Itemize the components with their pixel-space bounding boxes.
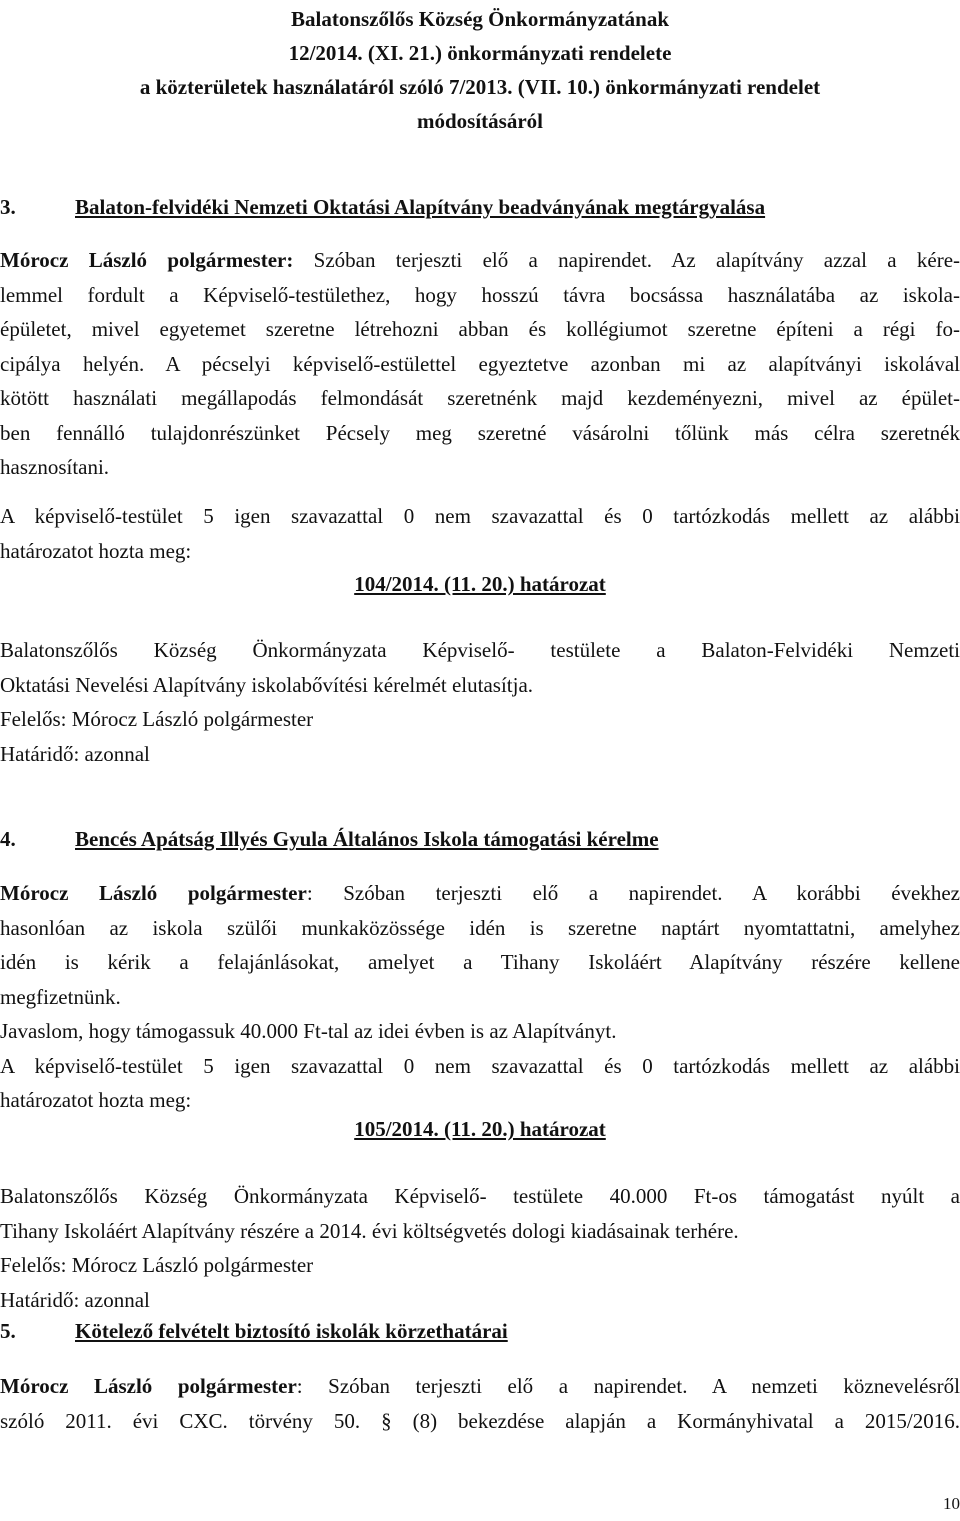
paragraph-line: idén is kérik a felajánlásokat, amelyet a Tihany Iskoláért Alapítvány részére kellene: [0, 950, 960, 974]
vote-line: határozatot hozta meg:: [0, 1088, 192, 1112]
header-line: módosításáról: [417, 109, 543, 133]
paragraph-line: hasonlóan az iskola szülői munkaközössége idén is szeretne naptárt nyomtattatni, amelyhez: [0, 915, 960, 940]
paragraph-line: [0, 876, 960, 911]
proposal-line: Javaslom, hogy támogassuk 40.000 Ft-tal az idei évben is az Alapítványt.: [0, 1019, 617, 1043]
paragraph-line: megfizetnünk.: [0, 984, 121, 1009]
item-title: Kötelező felvételt biztosító iskolák körzethatárai: [75, 1319, 508, 1343]
item-4-heading: [0, 822, 960, 857]
resolution-title: [0, 1112, 960, 1147]
item-number: 4.: [0, 827, 16, 851]
item-title: Bencés Apátság Illyés Gyula Általános Iskola támogatási kérelme: [75, 827, 659, 851]
paragraph-line: cipálya helyén. A pécselyi képviselő-estülettel egyeztetve azonban mi az alapítványi iskolával: [0, 351, 960, 376]
speaker-name: Mórocz László polgármester:: [0, 248, 294, 272]
resolution-line: Balatonszőlős Község Önkormányzata Képviselő- testülete a Balaton-Felvidéki Nemzeti: [0, 638, 960, 662]
resolution-line: Tihany Iskoláért Alapítvány részére a 2014. évi költségvetés dologi kiadásainak terhére.: [0, 1218, 739, 1243]
item-number: 5.: [0, 1319, 16, 1343]
paragraph-line: hasznosítani.: [0, 455, 110, 479]
header-line: Balatonszőlős Község Önkormányzatának: [290, 7, 670, 31]
item-title: Balaton-felvidéki Nemzeti Oktatási Alapítvány beadványának megtárgyalása: [75, 195, 766, 219]
speaker-name: Mórocz László polgármester: [0, 881, 307, 905]
paragraph-text: : Szóban terjeszti elő a napirendet. A korábbi évekhez: [306, 881, 960, 905]
deadline-line: Határidő: azonnal: [0, 741, 150, 766]
vote-line: határozatot hozta meg:: [0, 538, 192, 563]
item-3-vote: [0, 499, 960, 568]
header-line: 12/2014. (XI. 21.) önkormányzati rendelete: [288, 41, 672, 65]
item-4-resolution: [0, 1179, 960, 1317]
document-header: [0, 2, 960, 138]
item-number: 3.: [0, 195, 16, 219]
vote-line: A képviselő-testület 5 igen szavazattal 0 nem szavazattal és 0 tartózkodás mellett az alábbi: [0, 1053, 960, 1078]
resolution-line: Oktatási Nevelési Alapítvány iskolabővítési kérelmét elutasítja.: [0, 672, 534, 697]
item-5-heading: [0, 1314, 960, 1349]
paragraph-text: Szóban terjeszti elő a napirendet. Az alapítvány azzal a kére-: [293, 248, 960, 272]
resolution-number: 105/2014. (11. 20.) határozat: [354, 1117, 606, 1141]
paragraph-line: ben fennálló tulajdonrészünket Pécsely meg szeretné vásárolni tőlünk más célra szeretnék: [0, 420, 960, 445]
paragraph-line: kötött használati megállapodás felmondását szeretnénk majd kezdeményezni, mivel az épület-: [0, 386, 960, 410]
resolution-number: 104/2014. (11. 20.) határozat: [354, 572, 606, 596]
item-3-paragraph: [0, 243, 960, 485]
page-number: 10: [943, 1494, 960, 1513]
item-5-paragraph: [0, 1369, 960, 1438]
vote-line: A képviselő-testület 5 igen szavazattal 0 nem szavazattal és 0 tartózkodás mellett az alábbi: [0, 504, 960, 528]
item-4-paragraph: [0, 876, 960, 1118]
paragraph-line: szóló 2011. évi CXC. törvény 50. § (8) bekezdése alapján a Kormányhivatal a 2015/2016.: [0, 1408, 960, 1433]
resolution-title: [0, 567, 960, 602]
deadline-line: Határidő: azonnal: [0, 1287, 150, 1312]
resolution-line: Balatonszőlős Község Önkormányzata Képviselő- testülete 40.000 Ft-os támogatást nyúlt a: [0, 1184, 960, 1208]
speaker-name: Mórocz László polgármester: [0, 1374, 297, 1398]
paragraph-line: lemmel fordult a Képviselő-testülethez, hogy hosszú távra bocsássa használatába az iskola-: [0, 282, 960, 307]
item-3-resolution: [0, 633, 960, 771]
paragraph-line: épületet, mivel egyetemet szeretne létrehozni abban és kollégiumot szeretne építeni a régi fo-: [0, 317, 960, 341]
paragraph-text: : Szóban terjeszti elő a napirendet. A nemzeti köznevelésről: [296, 1374, 960, 1398]
item-3-heading: [0, 190, 960, 225]
responsible-line: Felelős: Mórocz László polgármester: [0, 707, 314, 731]
paragraph-line: [0, 243, 960, 278]
responsible-line: Felelős: Mórocz László polgármester: [0, 1253, 314, 1277]
paragraph-line: [0, 1369, 960, 1404]
header-line: a közterületek használatáról szóló 7/2013. (VII. 10.) önkormányzati rendelet: [139, 75, 821, 99]
